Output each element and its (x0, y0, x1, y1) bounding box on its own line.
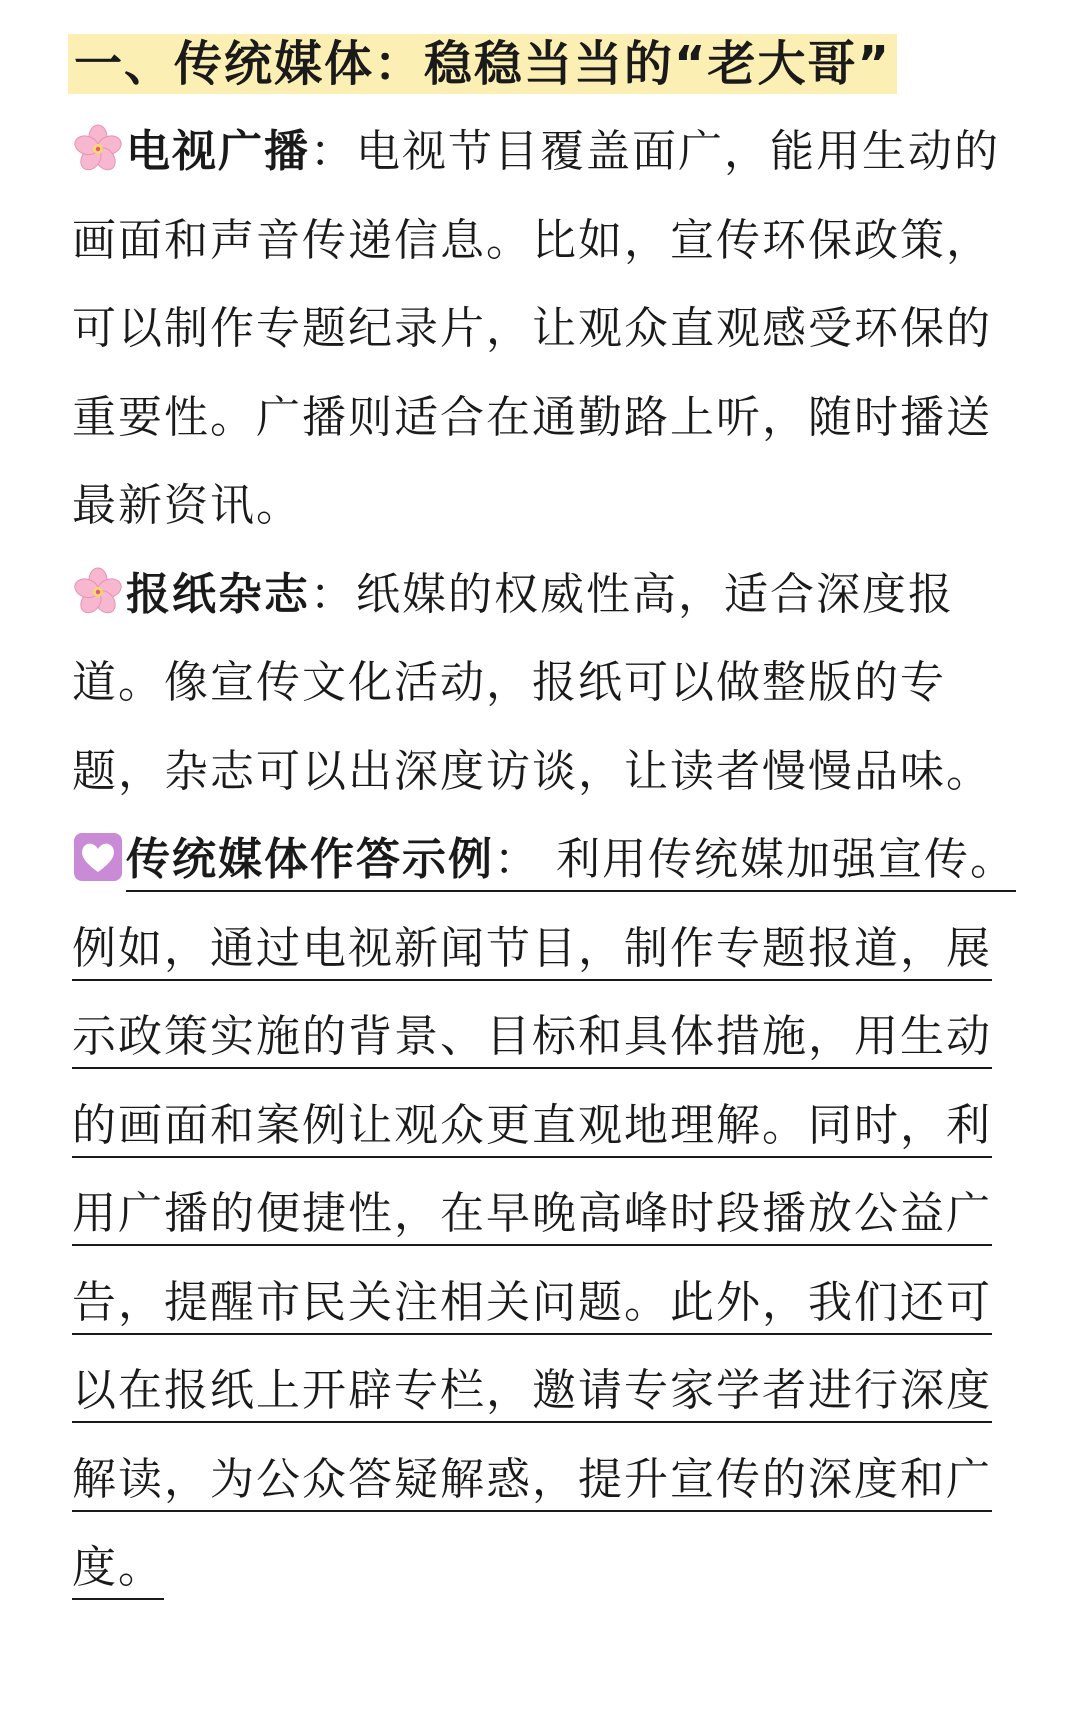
term-separator: ： (310, 568, 356, 620)
cherry-blossom-icon (72, 123, 124, 175)
paragraph-text: 电视节目覆盖面广，能用生动的画面和声音传递信息。比如，宣传环保政策，可以制作专题纪录片，让观众直观感受环保的重要性。广播则适合在通勤路上听，随时播送最新资讯。 (72, 126, 1000, 531)
section-heading: 一、传统媒体：稳稳当当的“老大哥” (68, 34, 897, 94)
paragraph-newspaper-magazine (72, 551, 1020, 817)
answer-text: 利用传统媒加强宣传。例如，通过电视新闻节目，制作专题报道，展示政策实施的背景、目标和具体措施，用生动的画面和案例让观众更直观地理解。同时，利用广播的便捷性，在早晚高峰时段播放公益广告，提醒市民关注相关问题。此外，我们还可以在报纸上开辟专栏，邀请专家学者进行深度解读，为公众答疑解惑，提升宣传的深度和广度。 (72, 834, 1016, 1593)
term-newspaper-magazine: 报纸杂志 (126, 568, 310, 620)
paragraph-answer-example (72, 816, 1020, 1613)
cherry-blossom-icon (72, 566, 124, 618)
paragraph-text: 纸媒的权威性高，适合深度报道。像宣传文化活动，报纸可以做整版的专题，杂志可以出深度访谈，让读者慢慢品味。 (72, 568, 992, 797)
term-answer-example: 传统媒体作答示例 (126, 834, 494, 885)
paragraph-tv-radio (72, 108, 1020, 551)
white-heart-icon (72, 831, 124, 883)
term-separator: ： (310, 126, 356, 177)
term-tv-radio: 电视广播 (126, 126, 310, 177)
term-separator: ： (494, 834, 540, 885)
